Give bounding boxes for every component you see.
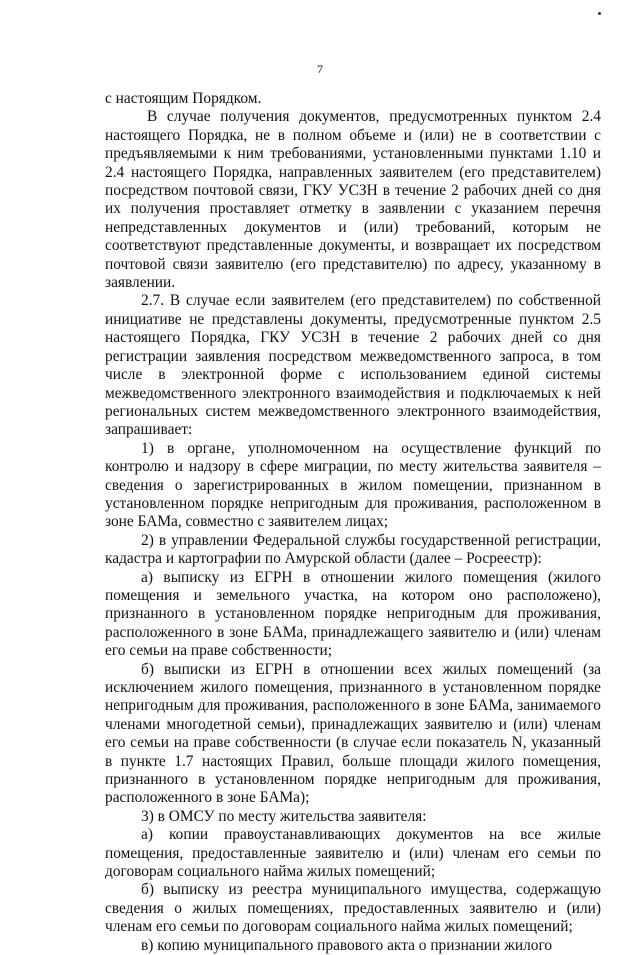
paragraph: В случае получения документов, предусмотренных пунктом 2.4 настоящего Порядка, не в полном объеме и (или) не в соответствии с предъявляемыми к ним требованиями, установленными пунктами 1.10 и 2.4 настоящего Порядка, направленных заявителем (его представителем) посредством почтовой связи, ГКУ УСЗН в течение 2 рабочих дней со дня их получения проставляет отметку в заявлении с указанием перечня непредставленных документов и (или) требований, которым не соответствуют представленные документы, и возвращает их посредством почтовой связи заявителю (его представителю) по адресу, указанному в заявлении. [105, 108, 601, 292]
paragraph: с настоящим Порядком. [105, 90, 262, 107]
paragraph: б) выписки из ЕГРН в отношении всех жилых помещений (за исключением жилого помещения, признанного в установленном порядке непригодным для проживания, расположенного в зоне БАМа, занимаемого членами многодетной семьи), принадлежащих заявителю и (или) членам его семьи на праве собственности (в случае если показатель N, указанный в пункте 1.7 настоящих Правил, больше площади жилого помещения, признанного в установленном порядке непригодным для проживания, расположенного в зоне БАМа); [105, 660, 601, 807]
paragraph: 2) в управлении Федеральной службы государственной регистрации, кадастра и картографии по Амурской области (далее – Росреестр): [105, 531, 601, 568]
paragraph: а) копии правоустанавливающих документов на все жилые помещения, предоставленные заявителю и (или) членам его семьи по договорам социального найма жилых помещений; [105, 826, 601, 881]
paragraph: 2.7. В случае если заявителем (его представителем) по собственной инициативе не представлены документы, предусмотренные пунктом 2.5 настоящего Порядка, ГКУ УСЗН в течение 2 рабочих дней со дня регистрации заявления посредством межведомственного запроса, в том числе в электронной форме с использованием единой системы межведомственного электронного взаимодействия и подключаемых к ней региональных систем межведомственного электронного взаимодействия, запрашивает: [105, 292, 601, 439]
paragraph: 3) в ОМСУ по месту жительства заявителя: [141, 807, 427, 825]
page-number: 7 [317, 62, 323, 76]
paragraph: б) выписку из реестра муниципального имущества, содержащую сведения о жилых помещениях, предоставленных заявителю и (или) членам его семьи по договорам социального найма жилых помещений; [105, 881, 601, 936]
paragraph: 1) в органе, уполномоченном на осуществление функций по контролю и надзору в сфере миграции, по месту жительства заявителя – сведения о зарегистрированных в жилом помещении, признанном в установленном порядке непригодным для проживания, расположенном в зоне БАМа, совместно с заявителем лицах; [105, 439, 601, 531]
scan-mark [598, 12, 601, 15]
document-body [105, 90, 601, 955]
paragraph: в) копию муниципального правового акта о признании жилого [141, 936, 553, 954]
paragraph: а) выписку из ЕГРН в отношении жилого помещения (жилого помещения и земельного участка, на котором оно расположено), признанного в установленном порядке непригодным для проживания, расположенного в зоне БАМа, принадлежащего заявителю и (или) членам его семьи на праве собственности; [105, 568, 601, 660]
